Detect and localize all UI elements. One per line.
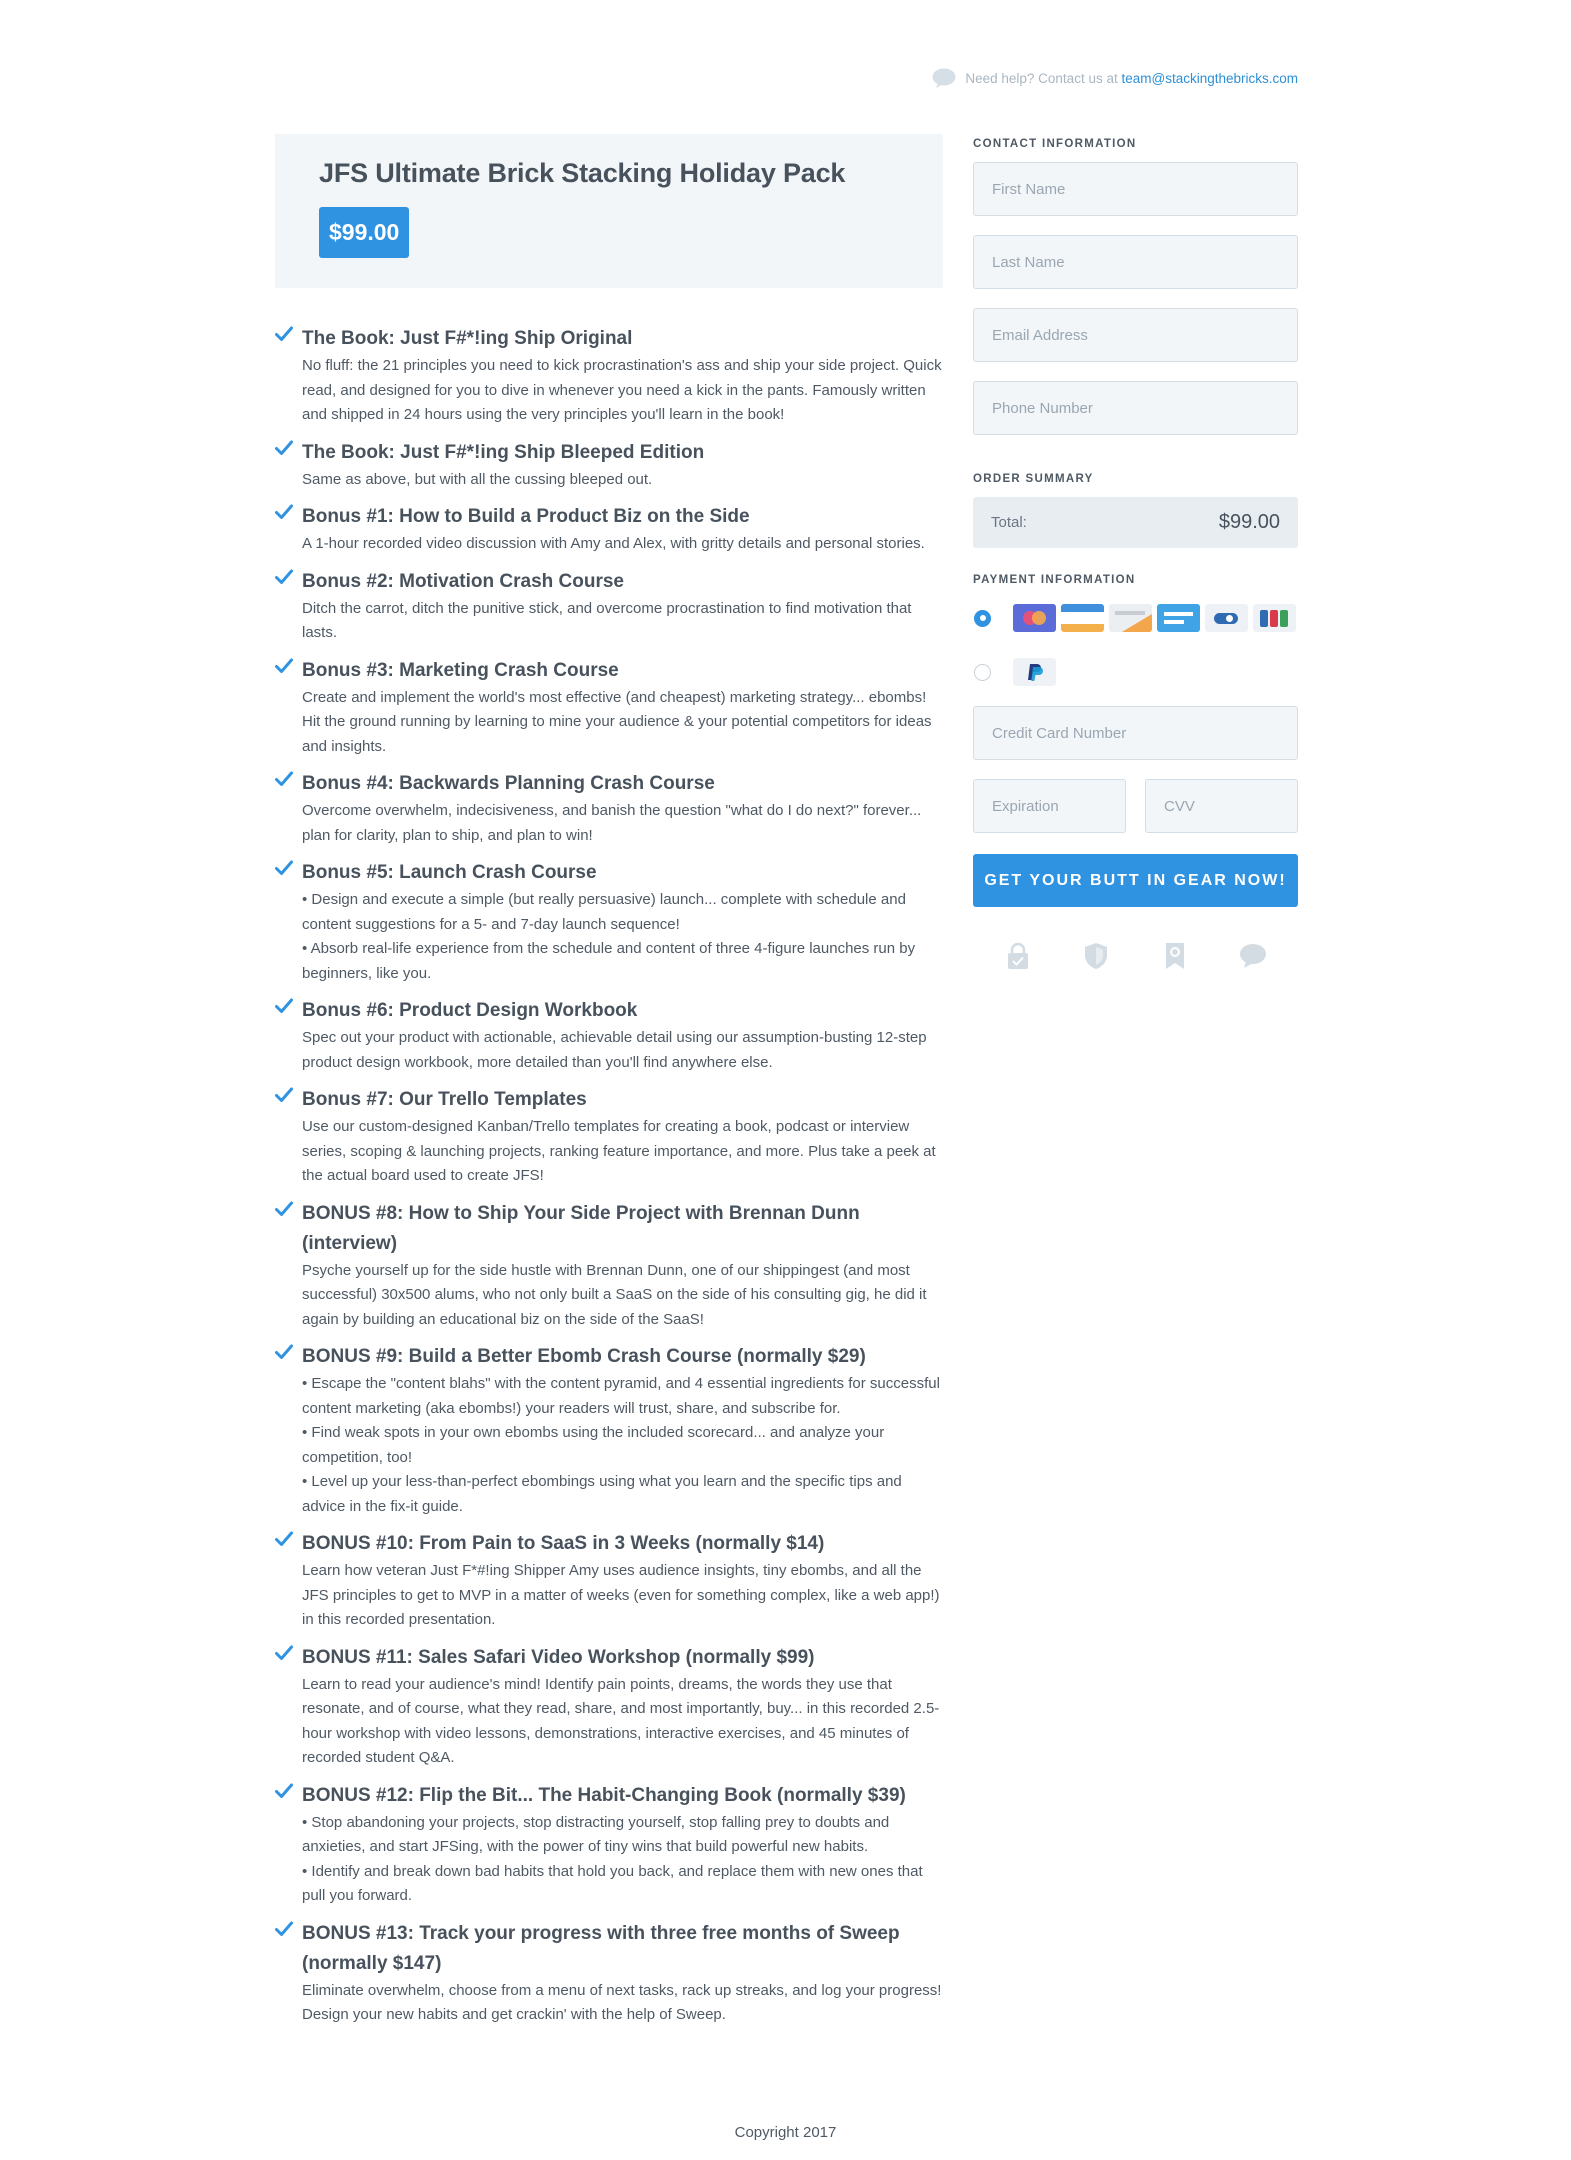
secure-lock-icon — [1003, 941, 1033, 971]
checkmark-icon — [275, 1087, 293, 1103]
item-description-paragraph: • Stop abandoning your projects, stop distracting yourself, stop falling prey to doubts and anxieties, and start JFSing, with the power of tiny wins that build powerful new habits. — [302, 1813, 890, 1855]
contact-heading: CONTACT INFORMATION — [973, 138, 1137, 150]
payment-option-card[interactable] — [973, 598, 1298, 638]
item-description — [302, 686, 943, 760]
help-contact — [932, 68, 1298, 88]
checkmark-icon — [275, 569, 293, 585]
item-description-paragraph: • Escape the "content blahs" with the content pyramid, and 4 essential ingredients for successful content marketing (aka ebombs!) your readers will trust, share, and subscribe for. — [302, 1375, 940, 1417]
item-description-paragraph: No fluff: the 21 principles you need to kick procrastination's ass and ship your side project. Quick read, and designed for you to dive in whenever you need a kick in the pants. Famously written and shipped in 24 hours using the very principles you'll learn in the book! — [302, 357, 942, 423]
checkmark-icon — [275, 326, 293, 342]
included-item — [275, 769, 943, 848]
total-value: $99.00 — [1218, 511, 1280, 533]
card-radio[interactable] — [974, 610, 991, 627]
included-item — [275, 324, 943, 428]
item-description-paragraph: • Find weak spots in your own ebombs using the included scorecard... and analyze your competition, too! — [302, 1424, 885, 1466]
chat-bubble-icon — [932, 68, 956, 88]
submit-order-button[interactable]: GET YOUR BUTT IN GEAR NOW! — [973, 854, 1298, 907]
included-item — [275, 1919, 943, 2028]
included-item — [275, 438, 943, 493]
included-item — [275, 858, 943, 986]
card-number-input[interactable]: Credit Card Number — [973, 706, 1298, 760]
item-description-paragraph: Learn how veteran Just F*#!ing Shipper Amy uses audience insights, tiny ebombs, and all the JFS principles to get to MVP in a matter of weeks (even for something complex, like a web app!) in this recorded presentation. — [302, 1562, 940, 1628]
item-title: Bonus #3: Marketing Crash Course — [302, 659, 619, 681]
amex-icon — [1157, 604, 1200, 632]
included-items-list — [275, 324, 943, 2028]
item-title: Bonus #5: Launch Crash Course — [302, 862, 597, 883]
help-email-link[interactable]: team@stackingthebricks.com — [1121, 70, 1298, 86]
included-item — [275, 1085, 943, 1189]
shield-icon — [1081, 941, 1111, 971]
copyright: Copyright 2017 — [734, 2124, 837, 2141]
item-description — [302, 354, 943, 428]
total-label: Total: — [991, 514, 1027, 531]
item-description-paragraph: Eliminate overwhelm, choose from a menu of next tasks, rack up streaks, and log your progress! Design your new habits and get crackin' with the help of Sweep. — [302, 1981, 942, 2023]
item-title: BONUS #13: Track your progress with three free months of Sweep (normally $147) — [302, 1922, 900, 1974]
item-description-paragraph: Learn to read your audience's mind! Identify pain points, dreams, the words they use that resonate, and of course, what they read, share, and most importantly, buy... in this recorded 2.5-hour workshop with video lessons, demonstrations, interactive exercises, and 45 minutes of recorded student Q&A. — [302, 1675, 940, 1766]
checkmark-icon — [275, 1344, 293, 1360]
item-description-paragraph: Spec out your product with actionable, achievable detail using our assumption-busting 12-step product design workbook, more detailed than you'll find anywhere else. — [302, 1029, 927, 1071]
checkout-form — [973, 134, 1298, 971]
item-description — [302, 1026, 943, 1075]
item-description-paragraph: Psyche yourself up for the side hustle with Brennan Dunn, one of our shippingest (and most successful) 30x500 alums, who not only built a SaaS on the side of his consulting gig, he did it again by building an educational biz on the side of the SaaS! — [302, 1261, 927, 1328]
item-description-paragraph: Use our custom-designed Kanban/Trello templates for creating a book, podcast or interview series, scoping & launching projects, ranking feature importance, and more. Plus take a peek at the actual board used to create JFS! — [302, 1118, 936, 1184]
paypal-icon — [1013, 658, 1056, 686]
item-description-paragraph: • Absorb real-life experience from the schedule and content of three 4-figure launches run by beginners, like you. — [302, 940, 916, 982]
checkmark-icon — [275, 440, 293, 456]
item-description — [302, 1259, 943, 1333]
item-description-paragraph: • Design and execute a simple (but really persuasive) launch... complete with schedule and content suggestions for a 5- and 7-day launch sequence! — [302, 891, 906, 933]
trust-badges — [973, 941, 1298, 971]
item-title: Bonus #6: Product Design Workbook — [302, 1000, 638, 1021]
item-description-paragraph: Same as above, but with all the cussing bleeped out. — [302, 470, 653, 488]
support-chat-icon — [1238, 941, 1268, 971]
product-title: JFS Ultimate Brick Stacking Holiday Pack — [319, 158, 846, 188]
item-title: BONUS #11: Sales Safari Video Workshop (normally $99) — [302, 1646, 815, 1668]
checkmark-icon — [275, 1921, 293, 1937]
item-title: Bonus #1: How to Build a Product Biz on the Side — [302, 506, 750, 527]
item-description — [302, 1979, 943, 2028]
item-description-paragraph: A 1-hour recorded video discussion with Amy and Alex, with gritty details and personal stories. — [302, 535, 925, 552]
item-description-paragraph: Ditch the carrot, ditch the punitive stick, and overcome procrastination to find motivation that lasts. — [302, 599, 912, 641]
included-item — [275, 502, 943, 557]
included-item — [275, 1199, 943, 1333]
item-description-paragraph: Overcome overwhelm, indecisiveness, and banish the question "what do I do next?" forever... plan for clarity, plan to ship, and plan to win! — [302, 802, 922, 844]
item-description — [302, 597, 943, 646]
checkmark-icon — [275, 860, 293, 876]
cvv-input[interactable]: CVV — [1145, 779, 1298, 833]
guarantee-ribbon-icon — [1160, 941, 1190, 971]
included-item — [275, 1529, 943, 1633]
checkmark-icon — [275, 1201, 293, 1217]
card-details-row — [973, 779, 1298, 852]
item-description-paragraph: • Level up your less-than-perfect ebombings using what you learn and the specific tips and advice in the fix-it guide. — [302, 1473, 902, 1515]
paypal-radio[interactable] — [974, 664, 991, 681]
payment-option-paypal[interactable] — [973, 652, 1298, 692]
checkmark-icon — [275, 998, 293, 1014]
item-description — [302, 532, 943, 557]
item-title: Bonus #4: Backwards Planning Crash Course — [302, 773, 715, 794]
checkmark-icon — [275, 1645, 293, 1661]
phone-input[interactable]: Phone Number — [973, 381, 1298, 435]
included-item — [275, 1342, 943, 1519]
payment-heading: PAYMENT INFORMATION — [973, 574, 1136, 586]
included-item — [275, 656, 943, 760]
included-item — [275, 567, 943, 646]
card-logos — [1013, 604, 1296, 632]
checkmark-icon — [275, 1783, 293, 1799]
item-description — [302, 1559, 943, 1633]
included-item — [275, 1643, 943, 1771]
email-input[interactable]: Email Address — [973, 308, 1298, 362]
checkmark-icon — [275, 771, 293, 787]
item-description — [302, 468, 943, 493]
item-title: BONUS #9: Build a Better Ebomb Crash Course (normally $29) — [302, 1346, 866, 1367]
help-text: Need help? Contact us at — [965, 70, 1118, 86]
first-name-input[interactable]: First Name — [973, 162, 1298, 216]
item-title: BONUS #8: How to Ship Your Side Project with Brennan Dunn (interview) — [302, 1202, 860, 1254]
item-description — [302, 888, 943, 986]
item-title: The Book: Just F#*!ing Ship Bleeped Edition — [302, 441, 705, 463]
checkmark-icon — [275, 504, 293, 520]
item-description — [302, 1372, 943, 1519]
checkmark-icon — [275, 1531, 293, 1547]
item-description-paragraph: • Identify and break down bad habits that hold you back, and replace them with new ones that pull you forward. — [302, 1862, 923, 1904]
item-title: BONUS #10: From Pain to SaaS in 3 Weeks (normally $14) — [302, 1533, 825, 1554]
item-title: Bonus #7: Our Trello Templates — [302, 1089, 587, 1110]
item-title: Bonus #2: Motivation Crash Course — [302, 570, 624, 592]
order-total — [973, 497, 1298, 548]
item-description-paragraph: Create and implement the world's most effective (and cheapest) marketing strategy... ebombs! Hit the ground running by learning to mine your audience & your potential competitors for ideas and insights. — [302, 688, 932, 755]
mastercard-icon — [1013, 604, 1056, 632]
item-description — [302, 799, 943, 848]
order-summary-heading: ORDER SUMMARY — [973, 473, 1094, 485]
item-title: BONUS #12: Flip the Bit... The Habit-Changing Book (normally $39) — [302, 1784, 906, 1806]
item-description — [302, 1811, 943, 1909]
product-hero — [275, 134, 943, 288]
item-description — [302, 1673, 943, 1771]
product-column — [275, 134, 943, 2038]
last-name-input[interactable]: Last Name — [973, 235, 1298, 289]
included-item — [275, 996, 943, 1075]
diners-icon — [1205, 604, 1248, 632]
price-badge: $99.00 — [319, 207, 409, 258]
checkmark-icon — [275, 658, 293, 674]
expiration-input[interactable]: Expiration — [973, 779, 1126, 833]
item-title: The Book: Just F#*!ing Ship Original — [302, 328, 633, 349]
discover-icon — [1109, 604, 1152, 632]
jcb-icon — [1253, 604, 1296, 632]
included-item — [275, 1781, 943, 1909]
item-description — [302, 1115, 943, 1189]
visa-icon — [1061, 604, 1104, 632]
